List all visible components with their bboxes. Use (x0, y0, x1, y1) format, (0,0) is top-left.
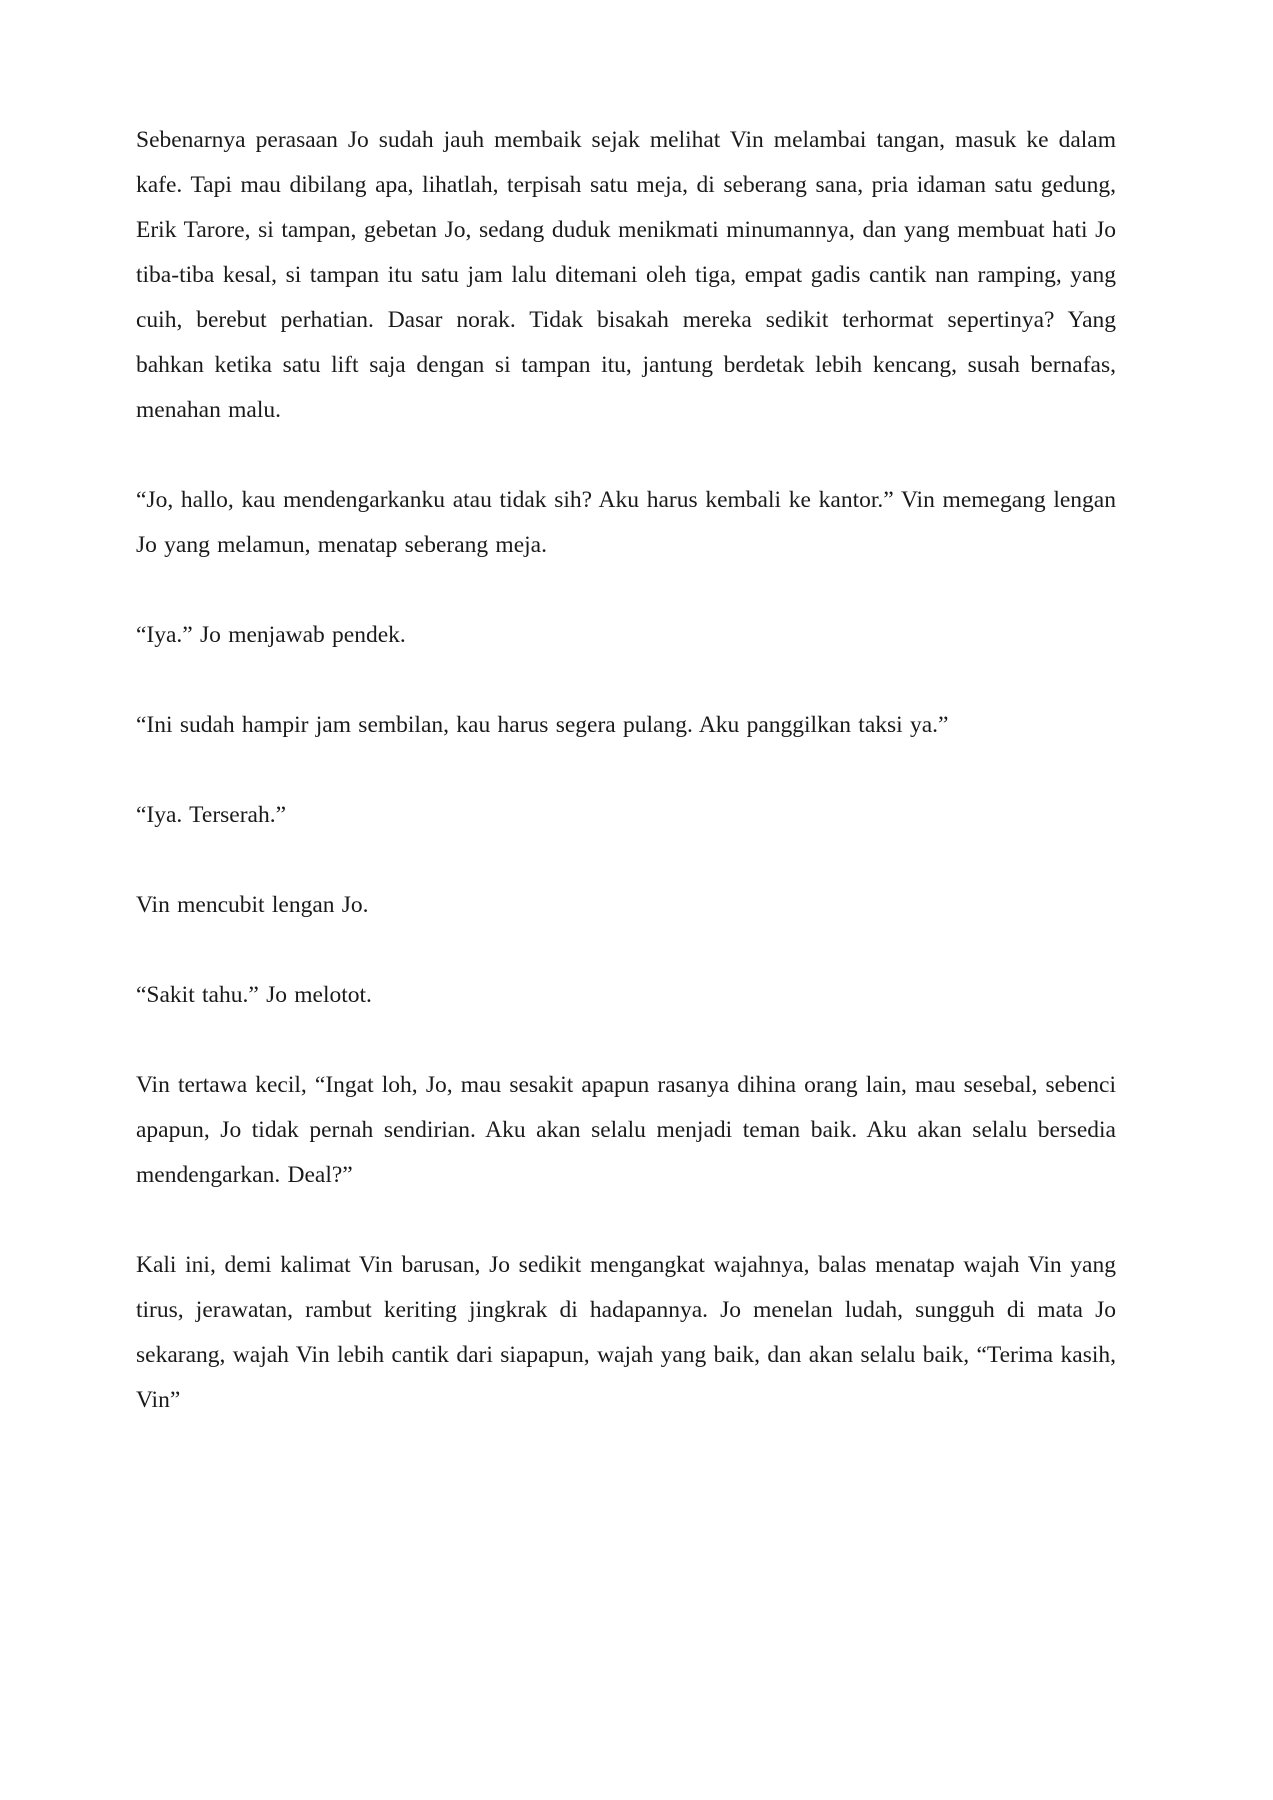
paragraph-dialogue-5: “Sakit tahu.” Jo melotot. (136, 982, 372, 1008)
paragraph-dialogue-3: “Ini sudah hampir jam sembilan, kau harus segera pulang. Aku panggilkan taksi ya.” (136, 712, 949, 738)
paragraph-dialogue-6: Vin tertawa kecil, “Ingat loh, Jo, mau sesakit apapun rasanya dihina orang lain, mau sesebal, sebenci apapun, Jo tidak pernah sendirian. Aku akan selalu menjadi teman baik. Aku akan selalu bersedia mendengarkan. Deal?” (136, 1072, 1116, 1188)
paragraph-dialogue-1: “Jo, hallo, kau mendengarkanku atau tidak sih? Aku harus kembali ke kantor.” Vin memegang lengan Jo yang melamun, menatap seberang meja. (136, 487, 1116, 558)
text-block (136, 118, 1116, 1423)
paragraph-narration-2: Vin mencubit lengan Jo. (136, 892, 369, 918)
paragraph-narration-3: Kali ini, demi kalimat Vin barusan, Jo sedikit mengangkat wajahnya, balas menatap wajah Vin yang tirus, jerawatan, rambut keriting jingkrak di hadapannya. Jo menelan ludah, sungguh di mata Jo sekarang, wajah Vin lebih cantik dari siapapun, wajah yang baik, dan akan selalu baik, “Terima kasih, Vin” (136, 1252, 1116, 1413)
paragraph-dialogue-4: “Iya. Terserah.” (136, 802, 287, 828)
paragraph-narration-1: Sebenarnya perasaan Jo sudah jauh membaik sejak melihat Vin melambai tangan, masuk ke dalam kafe. Tapi mau dibilang apa, lihatlah, terpisah satu meja, di seberang sana, pria idaman satu gedung, Erik Tarore, si tampan, gebetan Jo, sedang duduk menikmati minumannya, dan yang membuat hati Jo tiba-tiba kesal, si tampan itu satu jam lalu ditemani oleh tiga, empat gadis cantik nan ramping, yang cuih, berebut perhatian. Dasar norak. Tidak bisakah mereka sedikit terhormat sepertinya? Yang bahkan ketika satu lift saja dengan si tampan itu, jantung berdetak lebih kencang, susah bernafas, menahan malu. (136, 127, 1116, 423)
paragraph-dialogue-2: “Iya.” Jo menjawab pendek. (136, 622, 406, 648)
